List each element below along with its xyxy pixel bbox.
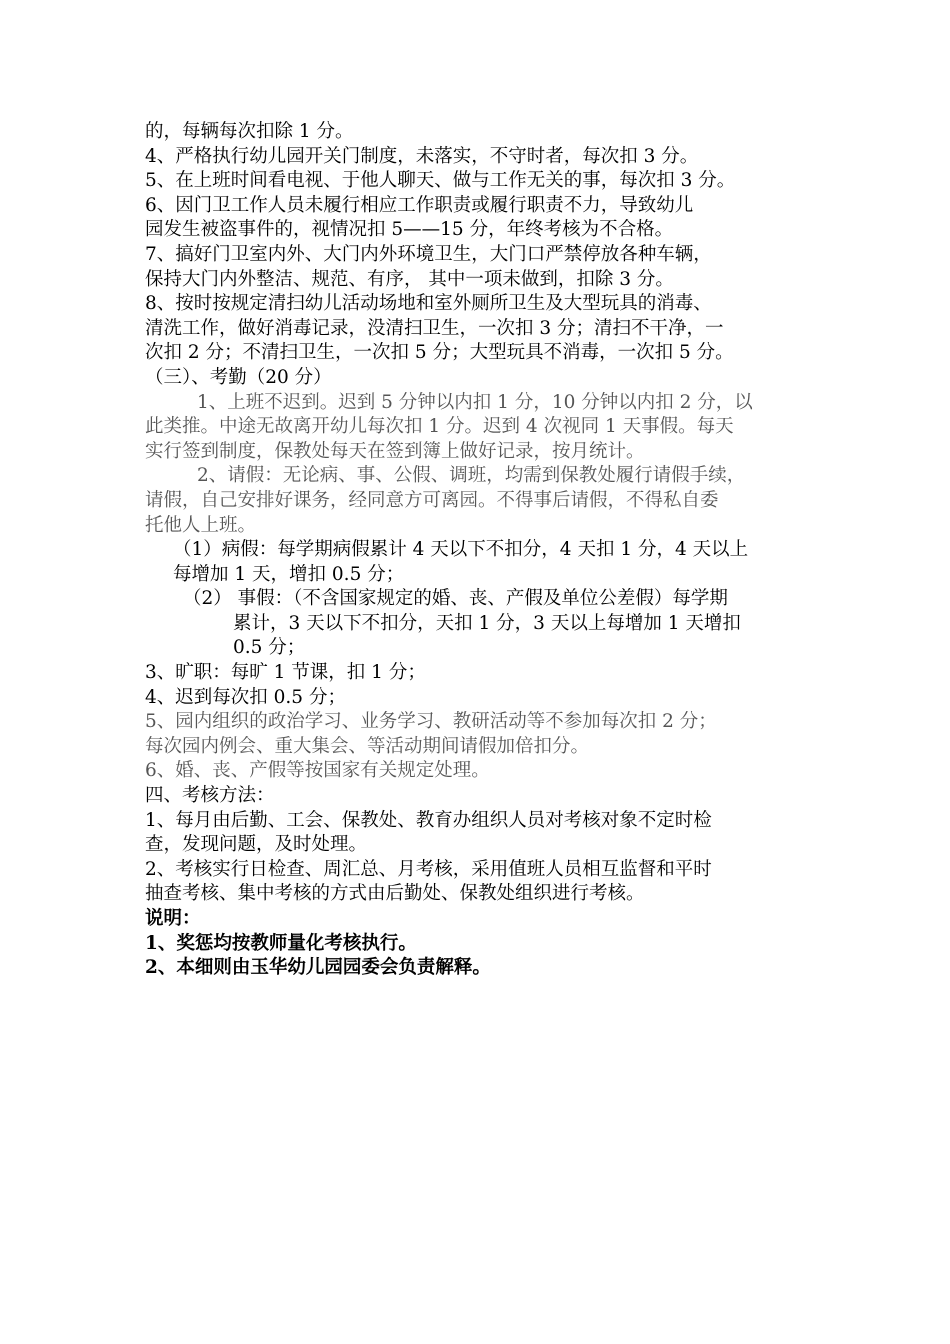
section-heading-attendance: （三）、考勤（20 分） bbox=[145, 366, 332, 388]
text-line: 的，每辆每次扣除 1 分。 bbox=[145, 121, 354, 142]
text-line: 清洗工作，做好消毒记录，没清扫卫生，一次扣 3 分；清扫不干净，一 bbox=[145, 317, 724, 339]
text-line: 2、考核实行日检查、周汇总、月考核，采用值班人员相互监督和平时 bbox=[145, 858, 712, 880]
text-line: 8、按时按规定清扫幼儿活动场地和室外厕所卫生及大型玩具的消毒、 bbox=[145, 293, 712, 315]
text-line: 实行签到制度，保教处每天在签到簿上做好记录，按月统计。 bbox=[145, 440, 645, 462]
note-heading: 说明： bbox=[145, 908, 201, 929]
text-line: 6、因门卫工作人员未履行相应工作职责或履行职责不力，导致幼儿 bbox=[145, 194, 694, 216]
text-line: 此类推。中途无故离开幼儿每次扣 1 分。迟到 4 次视同 1 天事假。每天 bbox=[145, 416, 734, 438]
text-line: 保持大门内外整洁、规范、有序， 其中一项未做到，扣除 3 分。 bbox=[145, 268, 674, 290]
text-line: 托他人上班。 bbox=[145, 514, 257, 536]
text-line: 园发生被盗事件的，视情况扣 5——15 分，年终考核为不合格。 bbox=[145, 219, 674, 241]
text-line: 查，发现问题，及时处理。 bbox=[145, 834, 368, 856]
document-body bbox=[145, 120, 815, 981]
text-line: 6、婚、丧、产假等按国家有关规定处理。 bbox=[145, 760, 490, 782]
text-line: 4、严格执行幼儿园开关门制度，未落实，不守时者，每次扣 3 分。 bbox=[145, 145, 699, 167]
note-item: 1、奖惩均按教师量化考核执行。 bbox=[145, 932, 417, 954]
text-line: 7、搞好门卫室内外、大门内外环境卫生，大门口严禁停放各种车辆， bbox=[145, 243, 712, 265]
text-line: 1、每月由后勤、工会、保教处、教育办组织人员对考核对象不定时检 bbox=[145, 809, 712, 831]
text-line: 5、园内组织的政治学习、业务学习、教研活动等不参加每次扣 2 分； bbox=[145, 711, 717, 733]
text-line: 累计，3 天以下不扣分，天扣 1 分，3 天以上每增加 1 天增扣 bbox=[233, 612, 741, 634]
section-heading-assessment-method: 四、考核方法： bbox=[145, 785, 275, 807]
text-line: 2、请假：无论病、事、公假、调班，均需到保教处履行请假手续， bbox=[197, 465, 746, 487]
text-line: 每次园内例会、重大集会、等活动期间请假加倍扣分。 bbox=[145, 735, 590, 757]
text-line: （2） 事假：（不含国家规定的婚、丧、产假及单位公差假）每学期 bbox=[183, 588, 728, 610]
text-line: 3、旷职：每旷 1 节课，扣 1 分； bbox=[145, 662, 426, 684]
text-line: 4、迟到每次扣 0.5 分； bbox=[145, 686, 346, 708]
note-item: 2、本细则由玉华幼儿园园委会负责解释。 bbox=[145, 957, 491, 979]
text-line: 5、在上班时间看电视、于他人聊天、做与工作无关的事，每次扣 3 分。 bbox=[145, 170, 736, 192]
text-line: 请假，自己安排好课务，经同意方可离园。不得事后请假，不得私自委 bbox=[145, 489, 719, 511]
text-line: 1、上班不迟到。迟到 5 分钟以内扣 1 分，10 分钟以内扣 2 分，以 bbox=[197, 391, 753, 413]
text-line: 次扣 2 分；不清扫卫生，一次扣 5 分；大型玩具不消毒，一次扣 5 分。 bbox=[145, 342, 734, 364]
text-line: 0.5 分； bbox=[233, 637, 306, 659]
text-line: （1）病假：每学期病假累计 4 天以下不扣分，4 天扣 1 分，4 天以上 bbox=[173, 539, 749, 561]
text-line: 抽查考核、集中考核的方式由后勤处、保教处组织进行考核。 bbox=[145, 883, 645, 905]
text-line: 每增加 1 天，增扣 0.5 分； bbox=[173, 563, 405, 585]
